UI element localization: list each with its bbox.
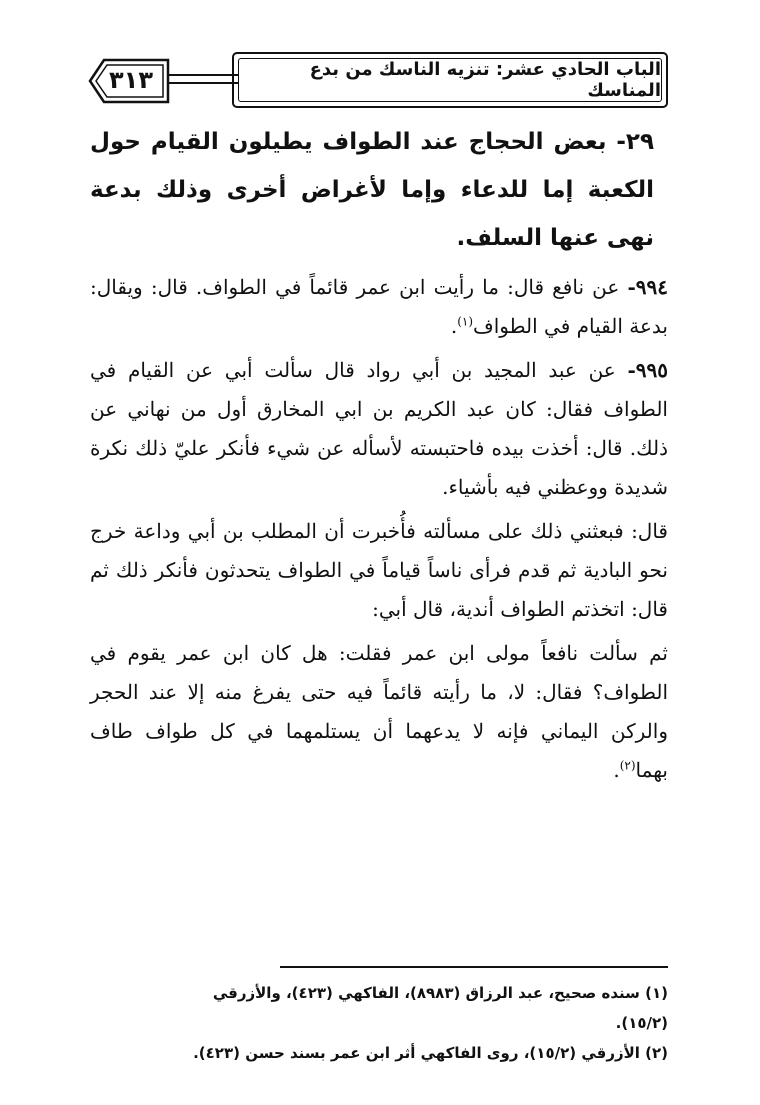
athar-number: ٩٩٥-: [627, 358, 668, 382]
page-body: [90, 118, 668, 795]
athar-number: ٩٩٤-: [627, 275, 668, 299]
section-heading: ٢٩- بعض الحجاج عند الطواف يطيلون القيام حول الكعبة إما للدعاء وإما لأغراض أخرى وذلك بدعة نهى عنها السلف.: [90, 129, 654, 251]
chapter-title-box: [232, 52, 668, 108]
page-number-badge: [88, 58, 170, 104]
paragraph-text: عن نافع قال: ما رأيت ابن عمر قائماً في الطواف. قال: ويقال: بدعة القيام في الطواف: [90, 275, 668, 338]
footnotes: [160, 978, 668, 1068]
footnote-item: (١) سنده صحيح، عبد الرزاق (٨٩٨٣)، الفاكهي (٤٢٣)، والأزرقي (١٥/٢).: [212, 984, 668, 1032]
paragraph: [90, 351, 668, 507]
paragraph-text: ثم سألت نافعاً مولى ابن عمر فقلت: هل كان ابن عمر يقوم في الطواف؟ فقال: لا، ما رأيته قائماً فيه حتى يفرغ منه إلا عند الحجر والركن اليماني فإنه لا يدعهما أن يستلمهما في كل طواف طاف بهما: [90, 641, 668, 782]
header-connector: [168, 74, 238, 88]
paragraph-text: قال: فبعثني ذلك على مسألته فأُخبرت أن المطلب بن أبي وداعة خرج نحو البادية ثم قدم فرأى ناساً قياماً في الطواف يتحدثون فأنكر ذلك ثم قال: اتخذتم الطواف أندية، قال أبي:: [90, 519, 668, 621]
page-number: ٣١٣: [109, 66, 153, 94]
footnote-divider: [280, 966, 668, 968]
chapter-title: الباب الحادي عشر: تنزيه الناسك من بدع المناسك: [309, 59, 661, 101]
footnote-ref: (١): [457, 314, 474, 329]
footnote-item: (٢) الأزرقي (١٥/٢)، روى الفاكهي أثر ابن عمر بسند حسن (٤٢٣).: [193, 1044, 668, 1062]
paragraph: [90, 512, 668, 629]
paragraph: ٩٩٤- عن نافع قال: ما رأيت ابن عمر قائماً في الطواف. قال: ويقال: بدعة القيام في الطواف$^{(١)}$.: [90, 275, 668, 338]
page-header: [88, 52, 668, 112]
footnote-ref: (٢): [619, 758, 636, 773]
paragraph-text: عن عبد المجيد بن أبي رواد قال سألت أبي عن القيام في الطواف فقال: كان عبد الكريم بن ابي المخارق أول من نهاني عن ذلك. قال: أخذت بيده فاحتبسته لأسأله عن شيء فأنكر عليّ ذلك نكرة شديدة ووعظني فيه بأشياء.: [90, 358, 668, 499]
paragraph: ثم سألت نافعاً مولى ابن عمر فقلت: هل كان ابن عمر يقوم في الطواف؟ فقال: لا، ما رأيته قائماً فيه حتى يفرغ منه إلا عند الحجر والركن اليماني فإنه لا يدعهما أن يستلمهما في كل طواف طاف بهما$^{(٢)}$.: [90, 641, 668, 782]
